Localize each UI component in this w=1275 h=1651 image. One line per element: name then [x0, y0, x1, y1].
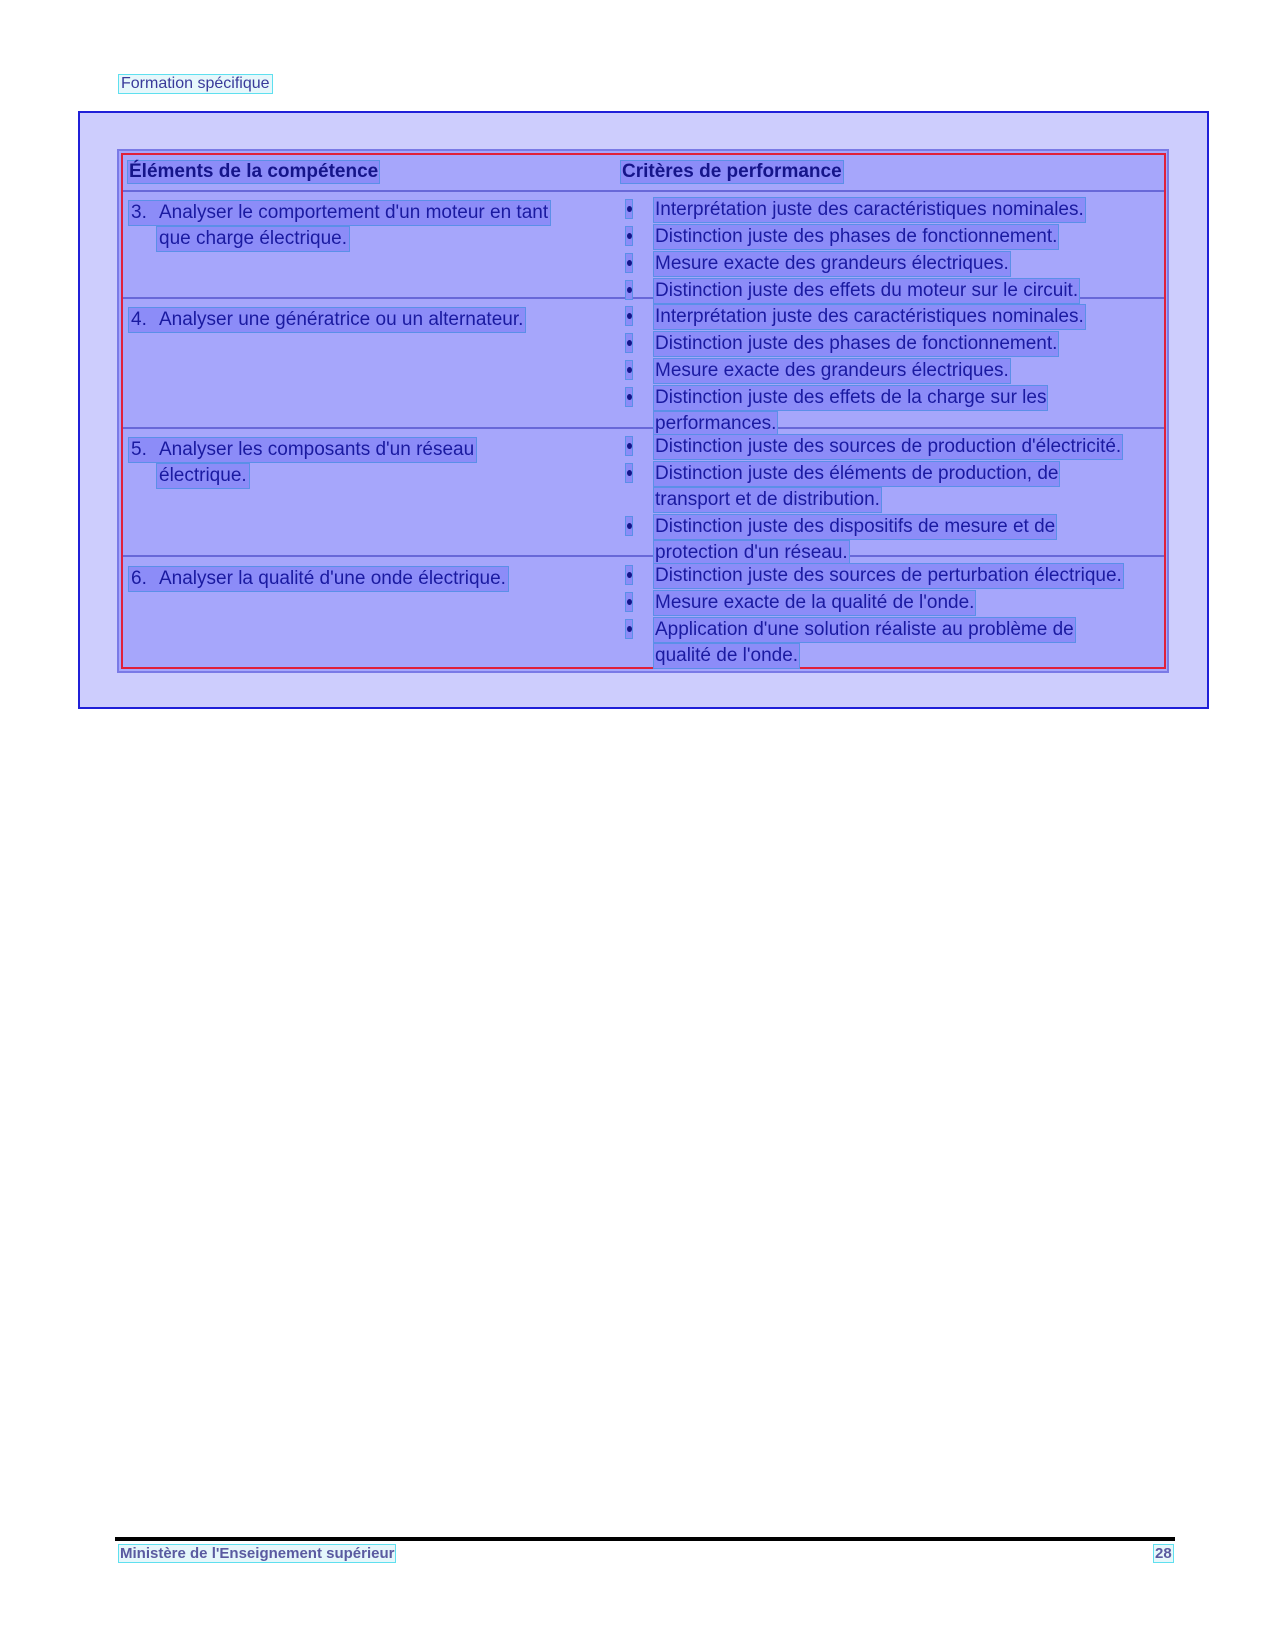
criterion-text: qualité de l'onde.: [653, 643, 800, 669]
table-row-element: [128, 437, 628, 489]
table-row-element: [128, 200, 628, 252]
bullet-icon: [625, 387, 633, 407]
element-number: 3.: [131, 202, 147, 223]
criterion-text: Mesure exacte de la qualité de l'onde.: [653, 590, 976, 616]
element-number: 5.: [131, 439, 147, 460]
criterion-text: Distinction juste des éléments de production, de: [653, 461, 1060, 487]
criterion-text: transport et de distribution.: [653, 487, 882, 513]
table-row-criteria: [625, 304, 1165, 438]
table-row-criteria: [625, 434, 1165, 567]
row-divider: [123, 190, 1164, 192]
list-item: [625, 461, 1165, 513]
bullet-icon: [625, 280, 633, 300]
list-item: [625, 224, 1165, 250]
bullet-icon: [625, 360, 633, 380]
bullet-icon: [625, 565, 633, 585]
table-row-criteria: [625, 563, 1165, 670]
criterion-text: Distinction juste des dispositifs de mesure et de: [653, 514, 1057, 540]
bullet-icon: [625, 592, 633, 612]
list-item: [625, 563, 1165, 589]
bullet-icon: [625, 253, 633, 273]
bullet-icon: [625, 333, 633, 353]
criterion-text: performances.: [653, 411, 778, 437]
list-item: [625, 197, 1165, 223]
criterion-text: Mesure exacte des grandeurs électriques.: [653, 251, 1011, 277]
criterion-text: Interprétation juste des caractéristiques nominales.: [653, 197, 1086, 223]
page-number: 28: [1155, 1545, 1172, 1562]
element-number: 4.: [131, 309, 147, 330]
footer-publisher: Ministère de l'Enseignement supérieur: [120, 1545, 395, 1562]
bullet-icon: [625, 463, 633, 483]
table-row-element: [128, 307, 628, 333]
element-text: Analyser une génératrice ou un alternateur.: [159, 309, 524, 330]
list-item: [625, 590, 1165, 616]
bullet-icon: [625, 516, 633, 536]
criterion-text: Distinction juste des sources de perturbation électrique.: [653, 563, 1124, 589]
bullet-icon: [625, 306, 633, 326]
list-item: [625, 304, 1165, 330]
criterion-text: Interprétation juste des caractéristiques nominales.: [653, 304, 1086, 330]
list-item: [625, 358, 1165, 384]
criterion-text: Distinction juste des phases de fonctionnement.: [653, 224, 1059, 250]
criterion-text: Distinction juste des effets de la charge sur les: [653, 385, 1048, 411]
list-item: [625, 385, 1165, 437]
column-header-criteria: Critères de performance: [622, 161, 842, 182]
element-text: Analyser le comportement d'un moteur en tant: [159, 202, 549, 223]
bullet-icon: [625, 226, 633, 246]
bullet-icon: [625, 199, 633, 219]
running-header: Formation spécifique: [118, 74, 273, 94]
list-item: [625, 331, 1165, 357]
element-text: électrique.: [156, 463, 250, 489]
element-text: que charge électrique.: [156, 226, 350, 252]
list-item: [625, 278, 1165, 304]
bullet-icon: [625, 436, 633, 456]
list-item: [625, 434, 1165, 460]
footer-divider: [115, 1537, 1175, 1541]
criterion-text: Distinction juste des phases de fonctionnement.: [653, 331, 1059, 357]
list-item: [625, 514, 1165, 566]
column-header-elements: Éléments de la compétence: [129, 161, 379, 182]
table-row-criteria: [625, 197, 1165, 305]
criterion-text: protection d'un réseau.: [653, 540, 850, 566]
criterion-text: Mesure exacte des grandeurs électriques.: [653, 358, 1011, 384]
criterion-text: Application d'une solution réaliste au problème de: [653, 617, 1076, 643]
list-item: [625, 251, 1165, 277]
criterion-text: Distinction juste des sources de production d'électricité.: [653, 434, 1123, 460]
element-text: Analyser les composants d'un réseau: [159, 439, 475, 460]
element-number: 6.: [131, 568, 147, 589]
criterion-text: Distinction juste des effets du moteur sur le circuit.: [653, 278, 1080, 304]
element-text: Analyser la qualité d'une onde électrique.: [159, 568, 506, 589]
table-row-element: [128, 566, 628, 592]
bullet-icon: [625, 619, 633, 639]
list-item: [625, 617, 1165, 669]
